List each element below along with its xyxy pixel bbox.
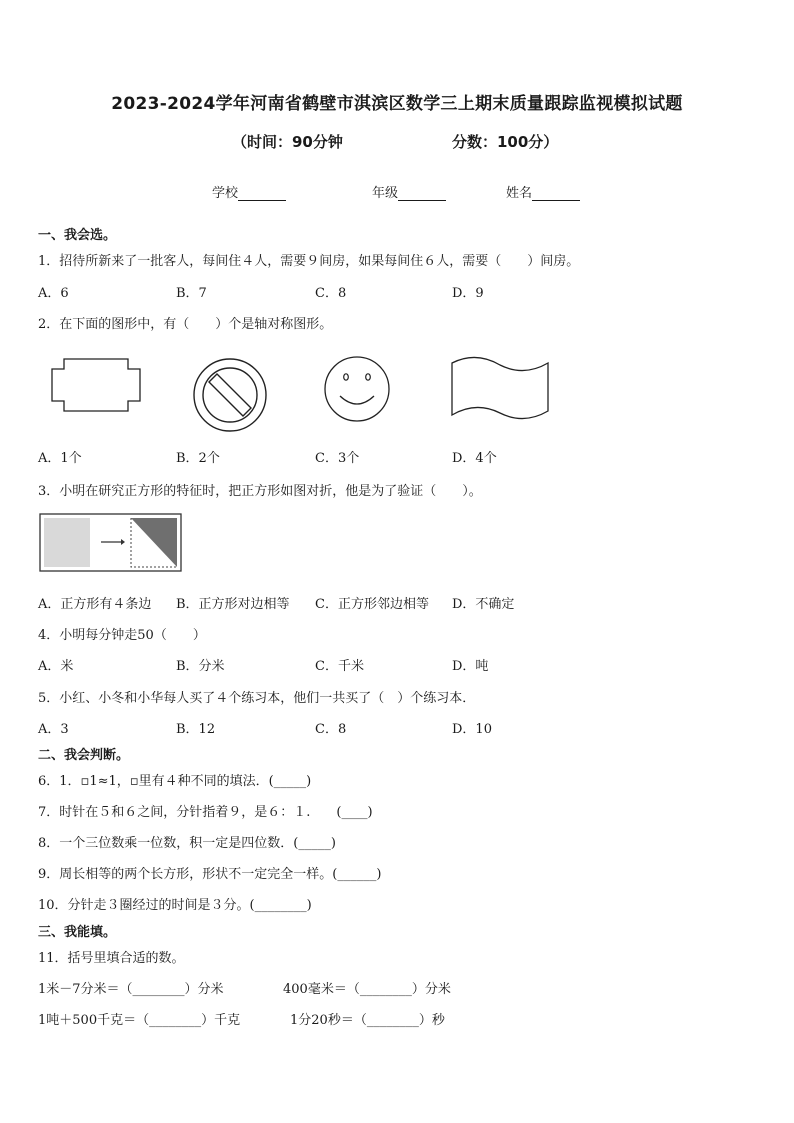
q3-option-d[interactable]: D．不确定 [452, 597, 515, 612]
square-fold-diagram-icon [39, 513, 183, 573]
question-11: 11．括号里填合适的数。 [38, 951, 185, 966]
grade-field [372, 182, 446, 201]
q4-option-b[interactable]: B．分米 [176, 659, 225, 674]
question-3: 3．小明在研究正方形的特征时，把正方形如图对折，他是为了验证（ ）。 [38, 484, 482, 499]
question-4: 4．小明每分钟走50（ ） [38, 628, 206, 643]
q4-option-d[interactable]: D．吨 [452, 659, 489, 674]
q5-option-c[interactable]: C．8 [315, 722, 347, 737]
q2-option-d[interactable]: D．4个 [452, 451, 497, 466]
grade-blank[interactable] [398, 187, 446, 201]
exam-time: （时间：90分钟 [232, 133, 343, 151]
school-label: 学校 [212, 186, 239, 201]
q4-option-c[interactable]: C．千米 [315, 659, 364, 674]
q2-option-a[interactable]: A．1个 [38, 451, 82, 466]
no-entry-sign-icon [190, 355, 270, 435]
question-6: 6．1．▫1≈1，▫里有４种不同的填法．(_____) [38, 774, 312, 789]
wavy-flag-shape-icon [448, 355, 552, 425]
q3-option-a[interactable]: A．正方形有４条边 [38, 597, 152, 612]
q5-option-b[interactable]: B．12 [176, 722, 216, 737]
question-5: 5．小红、小冬和小华每人买了４个练习本，他们一共买了（ ）个练习本． [38, 691, 476, 706]
q5-option-a[interactable]: A．3 [38, 722, 69, 737]
q5-option-d[interactable]: D．10 [452, 722, 492, 737]
question-1: 1．招待所新来了一批客人，每间住４人，需要９间房，如果每间住６人，需要（ ）间房。 [38, 254, 580, 269]
q4-option-a[interactable]: A．米 [38, 659, 74, 674]
q1-option-c[interactable]: C．8 [315, 286, 347, 301]
exam-score: 分数：100分） [452, 133, 559, 151]
q2-option-c[interactable]: C．3个 [315, 451, 360, 466]
section-heading-fill: 三、我能填。 [38, 925, 117, 940]
section-heading-judge: 二、我会判断。 [38, 748, 130, 763]
name-blank[interactable] [532, 187, 580, 201]
smiley-face-icon [322, 354, 392, 424]
grade-label: 年级 [372, 186, 399, 201]
school-blank[interactable] [238, 187, 286, 201]
name-field [506, 182, 580, 201]
question-7: 7．时针在５和６之间，分针指着９，是６：１. (____) [38, 805, 373, 820]
school-field [212, 182, 286, 201]
name-label: 姓名 [506, 186, 533, 201]
q3-option-b[interactable]: B．正方形对边相等 [176, 597, 290, 612]
question-8: 8．一个三位数乘一位数，积一定是四位数．(_____) [38, 836, 336, 851]
fill-row1-b[interactable]: 400毫米＝（________）分米 [283, 982, 451, 997]
question-10: 10．分针走３圈经过的时间是３分。(________) [38, 898, 312, 913]
symmetric-rectangle-shape-icon [50, 358, 142, 414]
q1-option-d[interactable]: D．9 [452, 286, 484, 301]
section-heading-choice: 一、我会选。 [38, 228, 117, 243]
fill-row2-b[interactable]: 1分20秒＝（________）秒 [290, 1013, 445, 1028]
fill-row2-a[interactable]: 1吨＋500千克＝（________）千克 [38, 1013, 241, 1028]
fill-row1-a[interactable]: 1米－7分米＝（________）分米 [38, 982, 224, 997]
q1-option-a[interactable]: A．6 [38, 286, 69, 301]
page-title: 2023-2024学年河南省鹤壁市淇滨区数学三上期末质量跟踪监视模拟试题 [111, 94, 683, 114]
q3-option-c[interactable]: C．正方形邻边相等 [315, 597, 429, 612]
q2-option-b[interactable]: B．2个 [176, 451, 220, 466]
q1-option-b[interactable]: B．7 [176, 286, 207, 301]
question-9: 9．周长相等的两个长方形，形状不一定完全一样。(______) [38, 867, 382, 882]
question-2: 2．在下面的图形中，有（ ）个是轴对称图形。 [38, 317, 333, 332]
